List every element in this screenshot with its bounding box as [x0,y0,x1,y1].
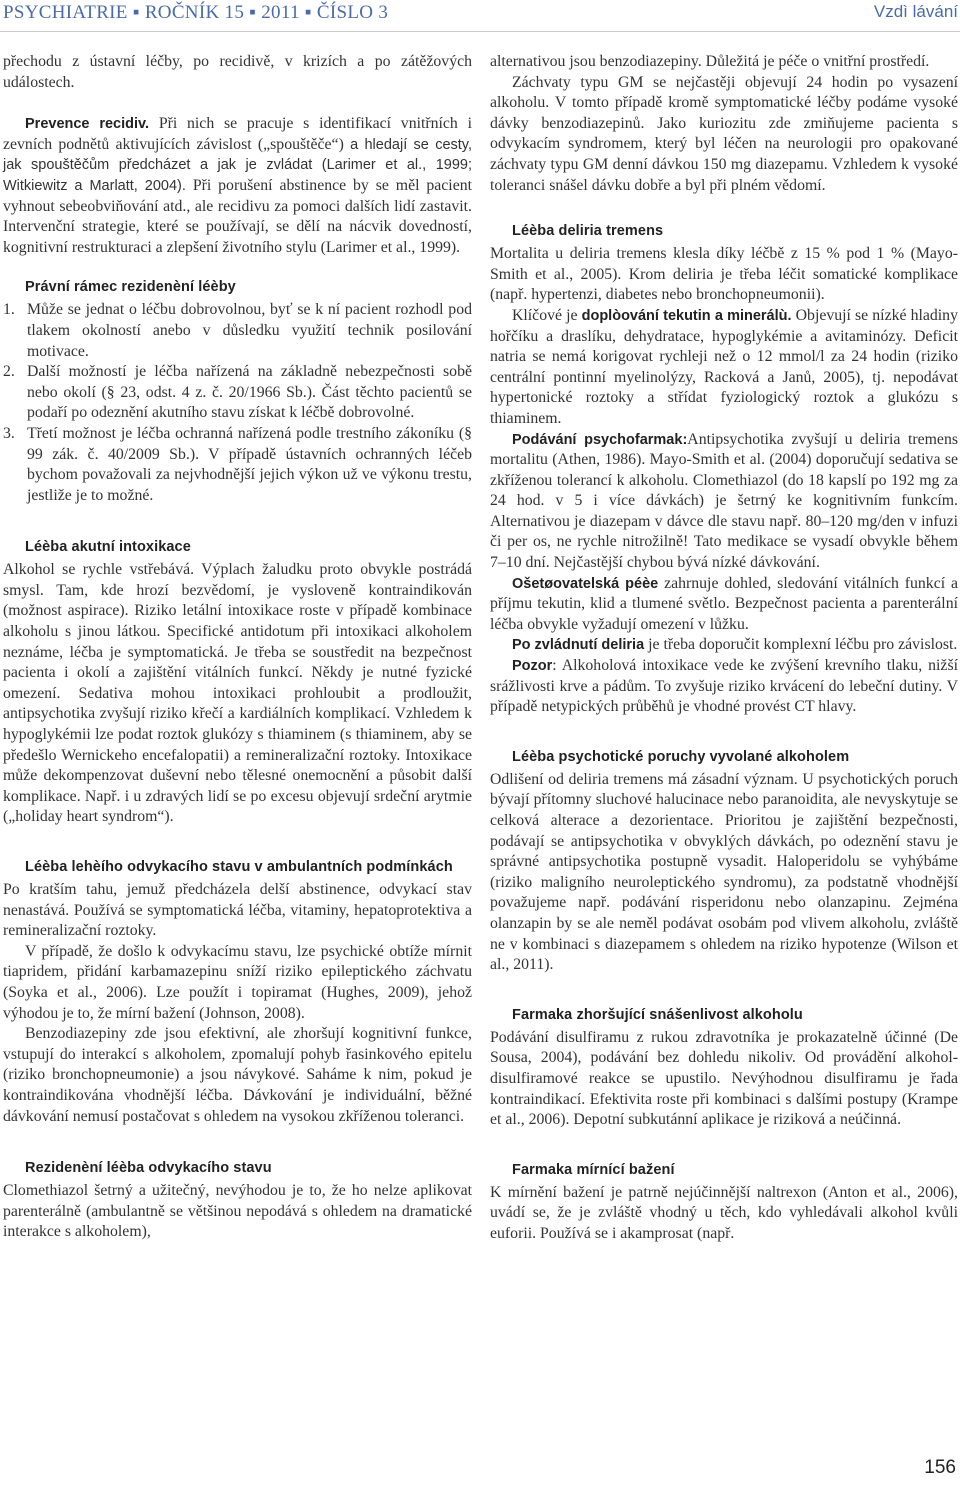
pravni-list [3,300,472,506]
journal-title: PSYCHIATRIE ▪ ROČNÍK 15 ▪ 2011 ▪ ČÍSLO 3 [3,2,389,23]
left-column [3,52,472,1243]
right-column [490,52,958,1245]
heading-zhorsujici: Farmaka zhoršující snášenlivost alkoholu [512,1006,803,1023]
header-rule [0,31,960,32]
heading-rezidencni: Rezidenèní léèba odvykacího stavu [25,1160,272,1177]
pozor-paragraph: Pozor: Alkoholová intoxikace vede ke zvýšení krevního tlaku, nižší srážlivosti krve a pádům. To zvyšuje riziko krvácení do lebeční dutiny. V případě netypických průběhů je vhodné provést CT hlavy. [490,657,958,716]
akutni-paragraph: Alkohol se rychle vstřebává. Výplach žaludku proto obvykle postrádá smysl. Tam, kde hrozí bezvědomí, je vysloveně kontraindikován (možnost aspirace). Riziko letální intoxikace roste v případě kombinace alkoholu s jinou látkou. Specifické antidotum při intoxikaci alkoholem neznáme, léčba je symptomatická. Je třeba se soustředit na bezpečnost pacienta i okolí a zajištění vitálních funkcí. Někdy je nutné fyzické omezení. Sedativa mohou intoxikaci prohloubit a prodloužit, antipsychotika zvyšují riziko křečí a kardiálních komplikací. Vzhledem k hypoglykémii lze podat roztok glukózy s thiaminem (s thiaminem, aby se předešlo Wernickeho encefalopatii) a remineralizační roztoky. Intoxikace může dekompenzovat duševní nebo tělesné onemocnění a působit další komplikace. Např. i u zdravých lidí se po excesu objevují srdeční arytmie („holiday heart syndrom“). [3,561,472,826]
gm-paragraph: Záchvaty typu GM se nejčastěji objevují 24 hodin po vysazení alkoholu. V tomto případě kromě symptomatické léčby podáme vysoké dávky benzodiazepinů. Jako kuriozitu zde zmiňujeme pacienta s odvykacím syndromem, který byl léčen na neurologii pro opakované záchvaty typu GM denní dávkou 150 mg diazepamu. Vzhledem k vysoké toleranci snášel dávku dobře a byl při plném vědomí. [490,73,958,194]
osetrovatelska-paragraph: Ošetøovatelská péèe zahrnuje dohled, sledování vitálních funkcí a příjmu tekutin, klid a tlumené světlo. Bezpečnost pacienta a parenterální léčba obvykle vyžadují omezení v lůžku. [490,574,958,633]
zhorsujici-paragraph: Podávání disulfiramu z rukou zdravotníka je prokazatelně účinné (De Sousa, 2004), podávání bez dohledu nikoliv. Od provádění alkohol-disulfiramové reakce se upustilo. Nevýhodnou disulfiramu je řada kontraindikací. Efektivita roste při kombinaci s dalšími postupy (Krampe et al., 2006). Depotní subkutánní aplikace je riziková a neúčinná. [490,1028,958,1129]
psychofarmaka-paragraph: Podávání psychofarmak:Antipsychotika zvyšují u deliria tremens mortalitu (Athen, 1986). Mayo-Smith et al. (2004) doporučují sedativa se zkříženou tolerancí k alkoholu. Clomethiazol (do 18 kapslí po 192 mg za 24 hod. v 5 i více dávkách) je šetrný ke kognitivním funkcím. Alternativou je diazepam v dávce dle stavu např. 80–120 mg/den v infuzi či per os, ne rychle nitrožilně! Tato medikace se vysadí obvykle během 7–10 dní. Nejčastější chybou bývá nízké dávkování. [490,430,958,572]
delir-paragraph-2: Klíčové je doplòování tekutin a minerálù. Objevují se nízké hladiny hořčíku a draslíku, dehydratace, hypoglykémie a avitaminózy. Deficit natria se nemá korigovat rychleji než o 12 mmol/l za 24 hodin (riziko centrální pontinní myelinolýzy, Racková a Janů, 2005), tj. nepodávat hypertonické roztoky a střídat fyziologický roztok a glukózu s thiaminem. [490,306,958,427]
running-header [0,0,960,28]
section-label: Vzdì lávání [873,2,958,21]
rezid-paragraph: Clomethiazol šetrný a užitečný, nevýhodou je to, že ho nelze aplikovat parenterálně (ambulantně se většinou nepodává s ohledem na dramatické interakce s alkoholem), [3,1182,472,1241]
page-number: 156 [924,1457,956,1478]
lehci-paragraph-1: Po kratším tahu, jemuž předcházela delší abstinence, odvykací stav nenastává. Používá se symptomatická léčba, vitaminy, hepatoprotektiva a remineralizační roztoky. [3,881,472,940]
delir-paragraph-1: Mortalita u deliria tremens klesla díky léčbě z 15 % pod 1 % (Mayo-Smith et al., 2005). Krom deliria je třeba léčit somatické komplikace (např. hypertenzi, diabetes nebo bronchopneumonii). [490,245,958,304]
intro-paragraph: přechodu z ústavní léčby, po recidivě, v krizích a po zátěžových událostech. [3,53,472,91]
list-item: 3. Třetí možnost je léčba ochranná nařízená podle trestního zákoníku (§ 99 zák. č. 40/2009 Sb.). V případě ústavních ochranných léčeb bychom považovali za nejvhodnější jejich výkon už ve výkonu trestu, jestliže je to možné. [3,424,472,504]
list-item: 1. Může se jednat o léčbu dobrovolnou, byť se k ní pacient rozhodl pod tlakem okolností anebo v důsledku využití technik posilování motivace. [3,301,472,360]
heading-mirnici: Farmaka mírnící bažení [512,1161,675,1178]
list-item: 2. Další možností je léčba nařízená na základně nebezpečnosti sobě nebo okolí (§ 23, odst. 4 z. č. 20/1966 Sb.). Část těchto pacientů se podaří po odeznění akutního stavu získat k léčbě dobrovolné. [3,363,472,422]
heading-lehci-odvykaci: Léèba lehèího odvykacího stavu v ambulantních podmínkách [25,859,453,875]
heading-delirium: Léèba deliria tremens [512,223,664,240]
heading-akutni-intoxikace: Léèba akutní intoxikace [25,539,191,556]
prevence-label: Prevence recidiv. [25,116,150,133]
mirnici-paragraph: K mírnění bažení je patrně nejúčinnější naltrexon (Anton et al., 2006), uvádí se, že je zvláště vhodný u těch, kdo vyhledávali alkohol kvůli euforii. Používá se i akamprosat (např. [490,1183,958,1242]
heading-pravni-ramec: Právní rámec rezidenèní léèby [25,279,236,296]
continuation-paragraph: alternativou jsou benzodiazepiny. Důležitá je péče o vnitřní prostředí. [490,53,930,70]
lehci-paragraph-3: Benzodiazepiny zde jsou efektivní, ale zhoršují kognitivní funkce, vstupují do interakcí s alkoholem, zpomalují pohyb řasinkového epitelu (riziko bronchopneumonie) a jsou návykové. Saháme k nim, pokud je kontraindikována vhodnější léčba. Dávkování je individuální, běžné dávkování nemusí postačovat s ohledem na vysokou zkříženou toleranci. [3,1025,472,1125]
prevence-paragraph: Prevence recidiv. Při nich se pracuje s identifikací vnitřních i zevních podnětů aktivujících závislost („spouštěče“) a hledají se cesty, jak spouštěčům předcházet a jak je zvládat (Larimer et al., 1999; Witkiewitz a Marlatt, 2004). Při porušení abstinence by se měl pacient vyhnout sebeobviňování atd., ale recidivu za pomoci dalších lidí zastavit. Intervenční strategie, které se používají, se dělí na nácvik dovedností, kognitivní restrukturaci a zlepšení životního stylu (Larimer et al., 1999). [3,115,472,256]
heading-psychoticke: Léèba psychotické poruchy vyvolané alkoholem [512,748,850,765]
zvladnuti-paragraph: Po zvládnutí deliria je třeba doporučit komplexní léčbu pro závislost. [512,636,958,654]
lehci-paragraph-2: V případě, že došlo k odvykacímu stavu, lze psychické obtíže mírnit tiapridem, přidání karbamazepinu sníží riziko epileptického záchvatu (Soyka et al., 2006). Lze použít i topiramat (Hughes, 2009), jehož výhodou je to, že mírní bažení (Johnson, 2008). [3,942,472,1022]
psychot-paragraph: Odlišení od deliria tremens má zásadní význam. U psychotických poruch bývají přítomny sluchové halucinace nebo paranoidita, ale nevyskytuje se celková alterace a dezorientace. Prioritou je zajištění bezpečnosti, podávají se antipsychotika v obvyklých dávkách, po odeznění stavu je správné antipsychotika postupně vysadit. Haloperidolu se vyhýbáme (riziko maligního neuroleptického syndromu), za podstatně vhodnější považujeme např. podávání risperidonu nebo olanzapinu. Zejména olanzapin by se ale neměl podávat osobám pod vlivem alkoholu, zvláště ne v kombinaci s diazepamem s ohledem na riziko hypotenze (Wilson et al., 2011). [490,770,958,974]
